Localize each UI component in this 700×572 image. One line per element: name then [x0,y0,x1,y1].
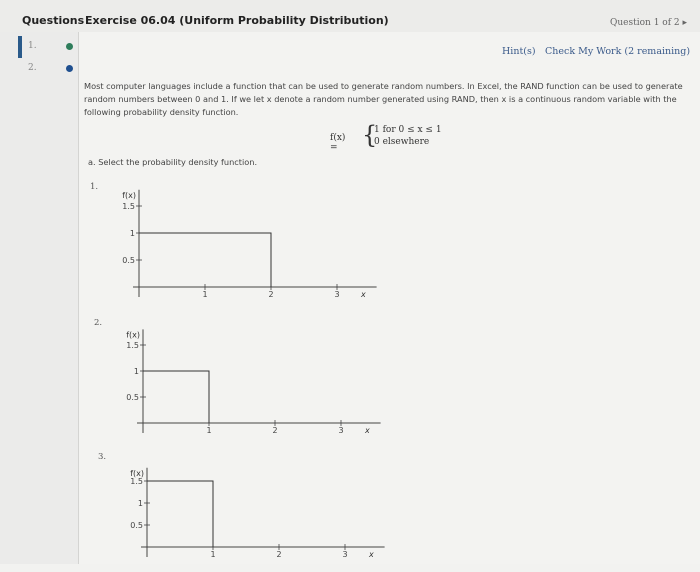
x-tick-label: 2 [276,550,282,559]
pdf-case-1: 1 for 0 ≤ x ≤ 1 [374,125,442,135]
y-tick-label: 1.5 [126,341,139,350]
x-tick-label: 3 [338,426,344,435]
x-axis-label: x [365,426,370,435]
problem-text: Most computer languages include a function that can be used to generate random numbers. In Excel, the RAND function can be used to generate random numbers between 0 and 1. If we let x denote a random number generated using RAND, then x is a continuous random variable with the following probability density function. [84,81,683,117]
pdf-case-2: 0 elsewhere [374,137,430,147]
y-tick-label: 1.5 [122,202,135,211]
y-tick-label: 1 [129,229,135,238]
y-tick-label: 0.5 [126,393,139,402]
exercise-title: Exercise 06.04 (Uniform Probability Distribution) [85,14,389,27]
sidebar-item-number: 2. [28,63,37,73]
check-my-work-link[interactable]: Check My Work (2 remaining) [545,46,691,57]
x-tick-label: 1 [210,550,216,559]
x-tick-label: 1 [202,290,208,299]
sidebar-item-question-1[interactable] [18,36,76,58]
questions-label: Questions [22,14,85,27]
y-axis-label: f(x) [126,330,140,340]
x-tick-label: 3 [334,290,340,299]
x-axis-label: x [369,550,374,559]
x-tick-label: 2 [268,290,274,299]
y-axis-label: f(x) [130,468,144,478]
x-tick-label: 3 [342,550,348,559]
option-3-graph[interactable] [120,452,390,572]
option-1-number[interactable]: 1. [90,182,99,192]
density-line [143,371,209,423]
option-2-number[interactable]: 2. [94,318,103,328]
x-axis-label: x [361,290,366,299]
y-tick-label: 1 [133,367,139,376]
current-status-icon [66,65,73,72]
option-3-number[interactable]: 3. [98,452,107,462]
complete-status-icon [66,43,73,50]
pdf-lhs: f(x) = [330,133,346,153]
part-a-prompt: a. Select the probability density function. [88,157,258,167]
y-tick-label: 1.5 [130,477,143,486]
y-axis-label: f(x) [122,190,136,200]
top-bar [0,0,700,33]
y-tick-label: 1 [137,499,143,508]
active-indicator [18,36,22,58]
question-sidebar [0,32,79,564]
density-line [147,481,213,547]
x-tick-label: 1 [206,426,212,435]
option-1-graph[interactable] [112,182,382,302]
y-tick-label: 0.5 [130,521,143,530]
option-2-graph[interactable] [116,318,386,438]
y-tick-label: 0.5 [122,256,135,265]
brace-icon: { [362,121,378,149]
x-tick-label: 2 [272,426,278,435]
sidebar-item-number: 1. [28,41,37,51]
hints-link[interactable]: Hint(s) [502,46,536,57]
density-line [139,233,271,287]
question-nav[interactable]: Question 1 of 2 ▸ [610,18,687,28]
sidebar-item-question-2[interactable] [18,58,76,80]
